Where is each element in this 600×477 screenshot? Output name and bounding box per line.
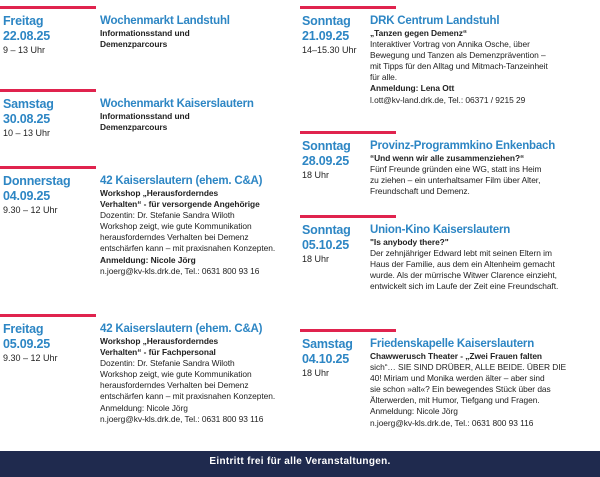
description-line: Workshop „Herausforderndes <box>100 336 219 346</box>
description-line: n.joerg@kv-kls.drk.de, Tel.: 0631 800 93 116 <box>100 413 264 424</box>
event-content <box>370 139 600 197</box>
description-line: Informationsstand und <box>100 111 190 121</box>
description-line: herausforderndes Verhalten bei Demenz <box>100 232 249 243</box>
description-line: Anmeldung: Nicole Jörg <box>100 254 196 265</box>
event-title: DRK Centrum Landstuhl <box>370 15 500 27</box>
description-line: Haus der Familie, aus dem ein Altenheim gemacht <box>370 259 555 270</box>
description-line: Workshop zeigt, wie gute Kommunikation <box>100 369 252 380</box>
description-line: Verhalten“ - für versorgende Angehörige <box>100 199 260 210</box>
description-line: Bewegung und Tanzen als Demenzprävention – <box>370 50 546 61</box>
event-weekday: Sonntag <box>302 223 351 237</box>
description-line: Informationsstand und <box>100 28 190 38</box>
event-title: Wochenmarkt Kaiserslautern <box>100 98 254 110</box>
footer-text: Eintritt frei für alle Veranstaltungen. <box>209 456 391 467</box>
event-weekday: Freitag <box>3 14 44 28</box>
event-divider <box>0 89 96 92</box>
event-divider <box>300 131 396 134</box>
description-line: Fünf Freunde gründen eine WG, statt ins Heim <box>370 164 542 175</box>
event-content <box>370 14 600 106</box>
event-divider <box>0 166 96 169</box>
event-title: 42 Kaiserslautern (ehem. C&A) <box>100 175 263 187</box>
description-line: n.joerg@kv-kls.drk.de, Tel.: 0631 800 93 116 <box>370 417 534 428</box>
description-line: sich“… SIE SIND DRÜBER, ALLE BEIDE. ÜBER DIE <box>370 362 567 373</box>
footer-banner <box>0 451 600 477</box>
description-line: Verhalten“ - für Fachpersonal <box>100 347 216 358</box>
description-line: Workshop „Herausforderndes <box>100 188 219 198</box>
event-date: 05.09.25 <box>3 337 51 351</box>
event-date-block <box>0 322 96 364</box>
description-line: Dozentin: Dr. Stefanie Sandra Wiloth <box>100 358 235 369</box>
event-weekday: Freitag <box>3 322 44 336</box>
event-title: Union-Kino Kaiserslautern <box>370 224 511 236</box>
event-content <box>370 223 600 292</box>
event-content <box>100 97 296 133</box>
event-divider <box>0 314 96 317</box>
event-title: Friedenskapelle Kaiserslautern <box>370 338 535 350</box>
description-line: mit Tipps für den Alltag und Mitmach-Tanzeinheit <box>370 61 548 72</box>
event-description <box>370 28 600 106</box>
description-line: für alle. <box>370 72 398 83</box>
event-content <box>100 14 296 50</box>
description-line: “Und wenn wir alle zusammenziehen?“ <box>370 153 525 163</box>
description-line: Workshop zeigt, wie gute Kommunikation <box>100 221 252 232</box>
event-date-block <box>0 14 96 56</box>
description-line: entschärfen kann – mit praxisnahen Konzepten. <box>100 391 276 402</box>
event-description <box>100 111 296 133</box>
event-date-block <box>0 174 96 216</box>
event-date: 22.08.25 <box>3 29 51 43</box>
event-divider <box>0 6 96 9</box>
event-date: 30.08.25 <box>3 112 51 126</box>
event-time: 9.30 – 12 Uhr <box>3 353 58 363</box>
event-date: 28.09.25 <box>302 154 350 168</box>
description-line: herausforderndes Verhalten bei Demenz <box>100 380 249 391</box>
event-date-block <box>0 97 96 139</box>
description-line: Chawwerusch Theater - „Zwei Frauen falten <box>370 351 543 361</box>
event-time: 14–15.30 Uhr <box>302 45 357 55</box>
description-line: Freundschaft und Demenz. <box>370 186 470 197</box>
event-time: 10 – 13 Uhr <box>3 128 51 138</box>
event-time: 18 Uhr <box>302 254 330 264</box>
description-line: Dozentin: Dr. Stefanie Sandra Wiloth <box>100 210 235 221</box>
event-title: Provinz-Programmkino Enkenbach <box>370 140 556 152</box>
event-description <box>370 237 600 292</box>
event-description <box>100 336 296 425</box>
description-line: sie schon »alt«? Ein bewegendes Stück über das <box>370 384 551 395</box>
event-content <box>100 322 296 425</box>
description-line: „Tanzen gegen Demenz“ <box>370 28 467 38</box>
event-date: 04.09.25 <box>3 189 51 203</box>
event-divider <box>300 215 396 218</box>
event-divider <box>300 329 396 332</box>
description-line: Anmeldung: Nicole Jörg <box>100 402 188 413</box>
event-divider <box>300 6 396 9</box>
event-description <box>370 153 600 197</box>
event-title: 42 Kaiserslautern (ehem. C&A) <box>100 323 263 335</box>
event-content <box>370 337 600 429</box>
event-weekday: Samstag <box>3 97 54 111</box>
event-weekday: Samstag <box>302 337 353 351</box>
description-line: "Is anybody there?" <box>370 237 449 247</box>
event-time: 18 Uhr <box>302 368 330 378</box>
event-date: 21.09.25 <box>302 29 350 43</box>
event-weekday: Sonntag <box>302 14 351 28</box>
description-line: entschärfen kann – mit praxisnahen Konzepten. <box>100 243 276 254</box>
description-line: Demenzparcours <box>100 122 168 133</box>
description-line: n.joerg@kv-kls.drk.de, Tel.: 0631 800 93 16 <box>100 265 260 276</box>
description-line: Der zehnjähriger Edward lebt mit seinen Eltern im <box>370 248 552 259</box>
event-weekday: Donnerstag <box>3 174 71 188</box>
event-time: 9 – 13 Uhr <box>3 45 46 55</box>
event-description <box>100 188 296 277</box>
description-line: Anmeldung: Lena Ott <box>370 83 455 94</box>
description-line: Interaktiver Vortrag von Annika Osche, über <box>370 39 530 50</box>
description-line: l.ott@kv-land.drk.de, Tel.: 06371 / 9215 29 <box>370 94 526 105</box>
description-line: 40! Miriam und Monika werden älter – aber sind <box>370 373 545 384</box>
event-description <box>100 28 296 50</box>
description-line: Anmeldung: Nicole Jörg <box>370 406 458 417</box>
event-date: 05.10.25 <box>302 238 350 252</box>
description-line: Demenzparcours <box>100 39 168 50</box>
description-line: Älterwerden, mit Humor, Tiefgang und Fragen. <box>370 395 540 406</box>
event-content <box>100 174 296 277</box>
event-date: 04.10.25 <box>302 352 350 366</box>
event-title: Wochenmarkt Landstuhl <box>100 15 230 27</box>
description-line: zu ziehen – ein unterhaltsamer Film über Alter, <box>370 175 541 186</box>
event-time: 9.30 – 12 Uhr <box>3 205 58 215</box>
event-description <box>370 351 600 429</box>
description-line: entwickelt sich im Laufe der Zeit eine Freundschaft. <box>370 281 559 292</box>
description-line: wurde. Als der mürrische Witwer Clarence einzieht, <box>370 270 557 281</box>
event-time: 18 Uhr <box>302 170 330 180</box>
event-weekday: Sonntag <box>302 139 351 153</box>
